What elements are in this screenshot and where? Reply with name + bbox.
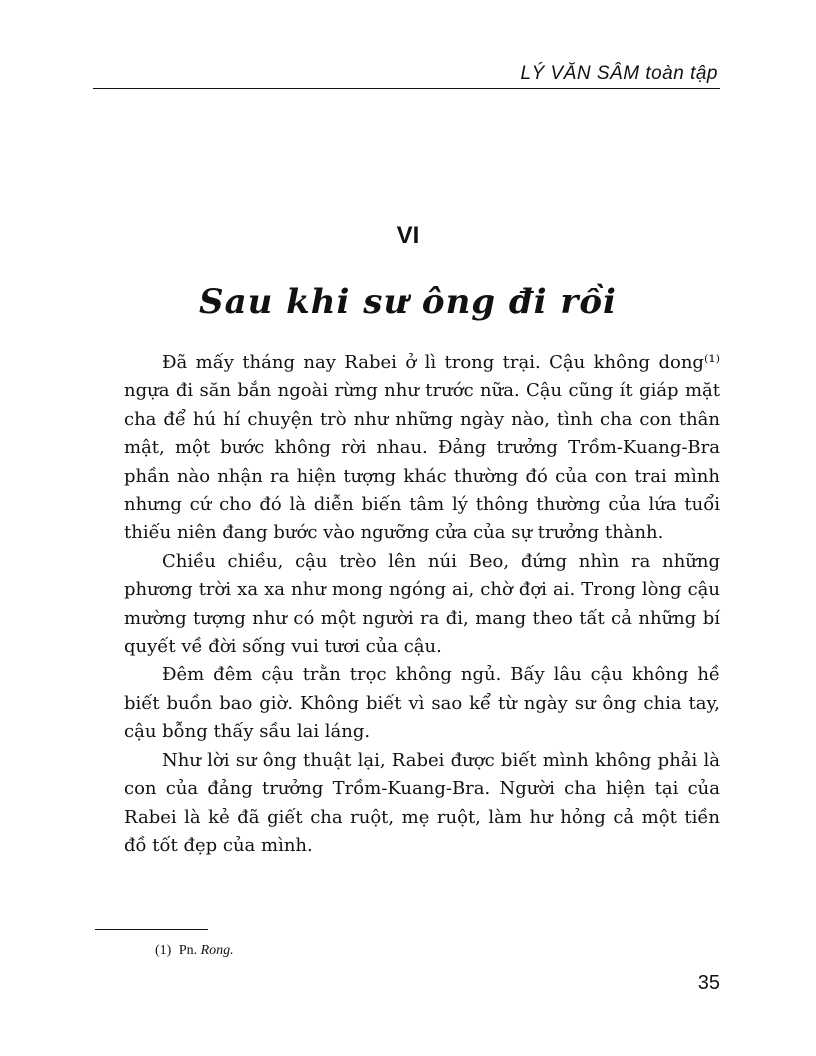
running-header	[93, 60, 720, 89]
footnote-divider	[95, 929, 208, 930]
paragraph-3: Đêm đêm cậu trằn trọc không ngủ. Bấy lâu cậu không hề biết buồn bao giờ. Không biết vì sao kể từ ngày sư ông chia tay, cậu bỗng thấy sầu lai láng.	[124, 664, 720, 743]
footnote-term: Rong.	[200, 943, 234, 958]
footnote-abbrev: Pn.	[178, 943, 198, 958]
footnote	[155, 943, 234, 959]
body-text	[124, 349, 720, 860]
running-title: LÝ VĂN SÂM toàn tập	[520, 63, 718, 84]
chapter-number: VI	[396, 222, 420, 249]
chapter-title: Sau khi sư ông đi rồi	[199, 282, 617, 322]
paragraph-1: Đã mấy tháng nay Rabei ở lì trong trại. Cậu không dong⁽¹⁾ ngựa đi săn bắn ngoài rừng như trước nữa. Cậu cũng ít giáp mặt cha để hú hí chuyện trò như những ngày nào, tình cha con thân mật, một bước không rời nhau. Đảng trưởng Trồm-Kuang-Bra phần nào nhận ra hiện tượng khác thường đó của con trai mình nhưng cứ cho đó là diễn biến tâm lý thông thường của lứa tuổi thiếu niên đang bước vào ngưỡng cửa của sự trưởng thành.	[124, 352, 720, 544]
footnote-marker: (1)	[155, 943, 172, 958]
paragraph-4: Như lời sư ông thuật lại, Rabei được biết mình không phải là con của đảng trưởng Trồm-Kuang-Bra. Người cha hiện tại của Rabei là kẻ đã giết cha ruột, mẹ ruột, làm hư hỏng cả một tiền đồ tốt đẹp của mình.	[124, 749, 720, 856]
paragraph-2: Chiều chiều, cậu trèo lên núi Beo, đứng nhìn ra những phương trời xa xa như mong ngóng ai, chờ đợi ai. Trong lòng cậu mường tượng như có một người ra đi, mang theo tất cả những bí quyết về đời sống vui tươi của cậu.	[124, 550, 720, 658]
page-number: 35	[697, 972, 720, 994]
